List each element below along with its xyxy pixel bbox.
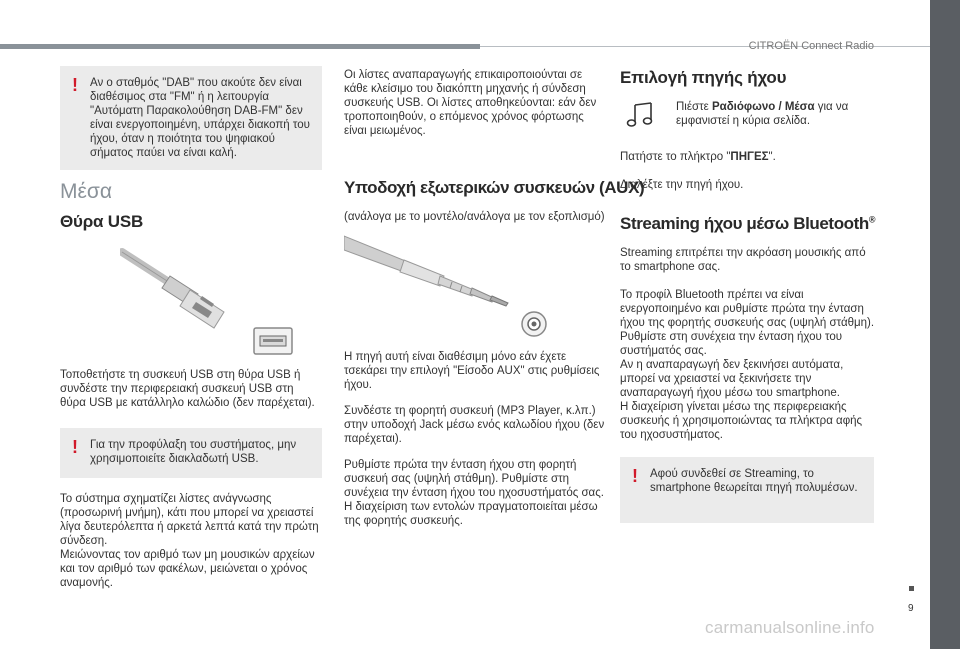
aux-availability-paragraph: Η πηγή αυτή είναι διαθέσιμη μόνο εάν έχετε τσεκάρει την επιλογή "Είσοδο AUX" στις ρυθμίσεις ήχου. bbox=[344, 351, 600, 391]
note-text: Για την προφύλαξη του συστήματος, μην χρησιμοποιείτε διακλαδωτή USB. bbox=[90, 439, 297, 465]
playlist-update-paragraph: Οι λίστες αναπαραγωγής επικαιροποιούνται σε κάθε κλείσιμο του διακόπτη μηχανής ή σύνδεση συσκευής USB. Οι λίστες αποθηκεύονται: εάν δεν τροποποιηθούν, ο επόμενος χρόνος φόρτωσης είναι μειωμένος. bbox=[344, 69, 597, 137]
choose-source-paragraph: Διαλέξτε την πηγή ήχου. bbox=[620, 179, 744, 191]
warning-note-streaming bbox=[620, 457, 874, 523]
press-instruction bbox=[676, 100, 876, 128]
watermark: carmanualsonline.info bbox=[705, 618, 875, 637]
registered-mark: ® bbox=[868, 214, 876, 225]
press-suffix: για να εμφανιστεί η κύρια σελίδα. bbox=[676, 101, 849, 127]
sources-suffix: ". bbox=[768, 151, 776, 163]
sources-prefix: Πατήστε το πλήκτρο " bbox=[620, 151, 731, 163]
warning-note-dab bbox=[60, 66, 322, 170]
page-number: 9 bbox=[908, 603, 914, 614]
press-prefix: Πιέστε bbox=[676, 101, 712, 113]
bluetooth-heading-text: Streaming ήχου μέσω Bluetooth bbox=[620, 214, 869, 233]
warning-icon: ! bbox=[632, 466, 638, 486]
source-heading: Επιλογή πηγής ήχου bbox=[620, 68, 787, 87]
section-title: Μέσα bbox=[60, 180, 112, 203]
aux-connect-paragraph: Συνδέστε τη φορητή συσκευή (MP3 Player, κ.λπ.) στην υποδοχή Jack μέσω ενός καλωδίου ήχου (δεν παρέχεται). bbox=[344, 405, 605, 445]
aux-heading: Υποδοχή εξωτερικών συσκευών (AUX) bbox=[344, 178, 645, 197]
usb-plug-icon bbox=[122, 252, 224, 328]
usb-port-icon bbox=[254, 328, 292, 354]
usb-paragraph: Τοποθετήστε τη συσκευή USB στη θύρα USB ή συνδέστε την περιφερειακή συσκευή USB στη θύρα USB με κατάλληλο καλώδιο (δεν παρέχεται). bbox=[60, 369, 315, 409]
usb-illustration bbox=[120, 240, 300, 360]
sources-instruction bbox=[620, 150, 876, 164]
music-note-icon bbox=[626, 102, 656, 128]
playlist-paragraph: Το σύστημα σχηματίζει λίστες ανάγνωσης (προσωρινή μνήμη), κάτι που μπορεί να χρειαστεί λίγα δευτερόλεπτα ή αρκετά λεπτά κατά την πρώτη σύνδεση. Μειώνοντας τον αριθμό των μη μουσικών αρχείων και τον αριθμό των φακέλων, μειώνεται ο χρόνος αναμονής. bbox=[60, 493, 319, 589]
aux-volume-paragraph: Ρυθμίστε πρώτα την ένταση ήχου στη φορητή συσκευή σας (υψηλή στάθμη). Ρυθμίστε στη συνέχεια την ένταση ήχου του ηχοσυστήματός σας. Η διαχείριση των εντολών πραγματοποιείται μέσω της φορητής συσκευής. bbox=[344, 459, 604, 527]
jack-plug-icon bbox=[344, 236, 508, 306]
note-text: Αν ο σταθμός "DAB" που ακούτε δεν είναι διαθέσιμος στα "FM" ή η λειτουργία "Αυτόματη Παρακολούθηση DAB-FM" δεν είναι ενεργοποιημένη, υπάρχει διακοπή του ήχου, όταν η ποιότητα του ψηφιακού σήματος παύει να είναι καλή. bbox=[90, 77, 310, 159]
aux-subtitle: (ανάλογα με το μοντέλο/ανάλογα με τον εξοπλισμό) bbox=[344, 211, 605, 223]
bluetooth-heading bbox=[620, 214, 875, 234]
warning-icon: ! bbox=[72, 75, 78, 95]
bluetooth-profile-paragraph: Το προφίλ Bluetooth πρέπει να είναι ενεργοποιημένο και ρυθμίστε πρώτα την ένταση ήχου της φορητής συσκευής σας (υψηλή στάθμη). Ρυθμίστε στη συνέχεια την ένταση ήχου του συστήματός σας. bbox=[620, 289, 875, 357]
bluetooth-playback-paragraph: Αν η αναπαραγωγή δεν ξεκινήσει αυτόματα, μπορεί να χρειαστεί να ξεκινήσετε την αναπαραγωγή ήχου μέσω του smartphone. Η διαχείριση γίνεται μέσω της περιφερειακής συσκευής ή χρησιμοποιώντας τα πλήκτρα αφής του ηχοσυστήματος. bbox=[620, 359, 863, 441]
jack-socket-icon bbox=[522, 312, 546, 336]
page-marker bbox=[909, 586, 914, 591]
header-rule bbox=[0, 44, 480, 49]
note-text: Αφού συνδεθεί σε Streaming, το smartphone θεωρείται πηγή πολυμέσων. bbox=[650, 468, 858, 494]
warning-note-usb-hub bbox=[60, 428, 322, 478]
radio-media-button-label: Ραδιόφωνο / Μέσα bbox=[711, 101, 815, 113]
side-tab bbox=[930, 0, 960, 649]
usb-heading: Θύρα USB bbox=[60, 212, 144, 231]
header-title: CITROËN Connect Radio bbox=[748, 40, 874, 52]
bluetooth-intro-paragraph: Streaming επιτρέπει την ακρόαση μουσικής από το smartphone σας. bbox=[620, 247, 866, 273]
sources-button-label: ΠΗΓΕΣ bbox=[730, 151, 769, 163]
aux-jack-illustration bbox=[344, 228, 554, 340]
warning-icon: ! bbox=[72, 437, 78, 457]
